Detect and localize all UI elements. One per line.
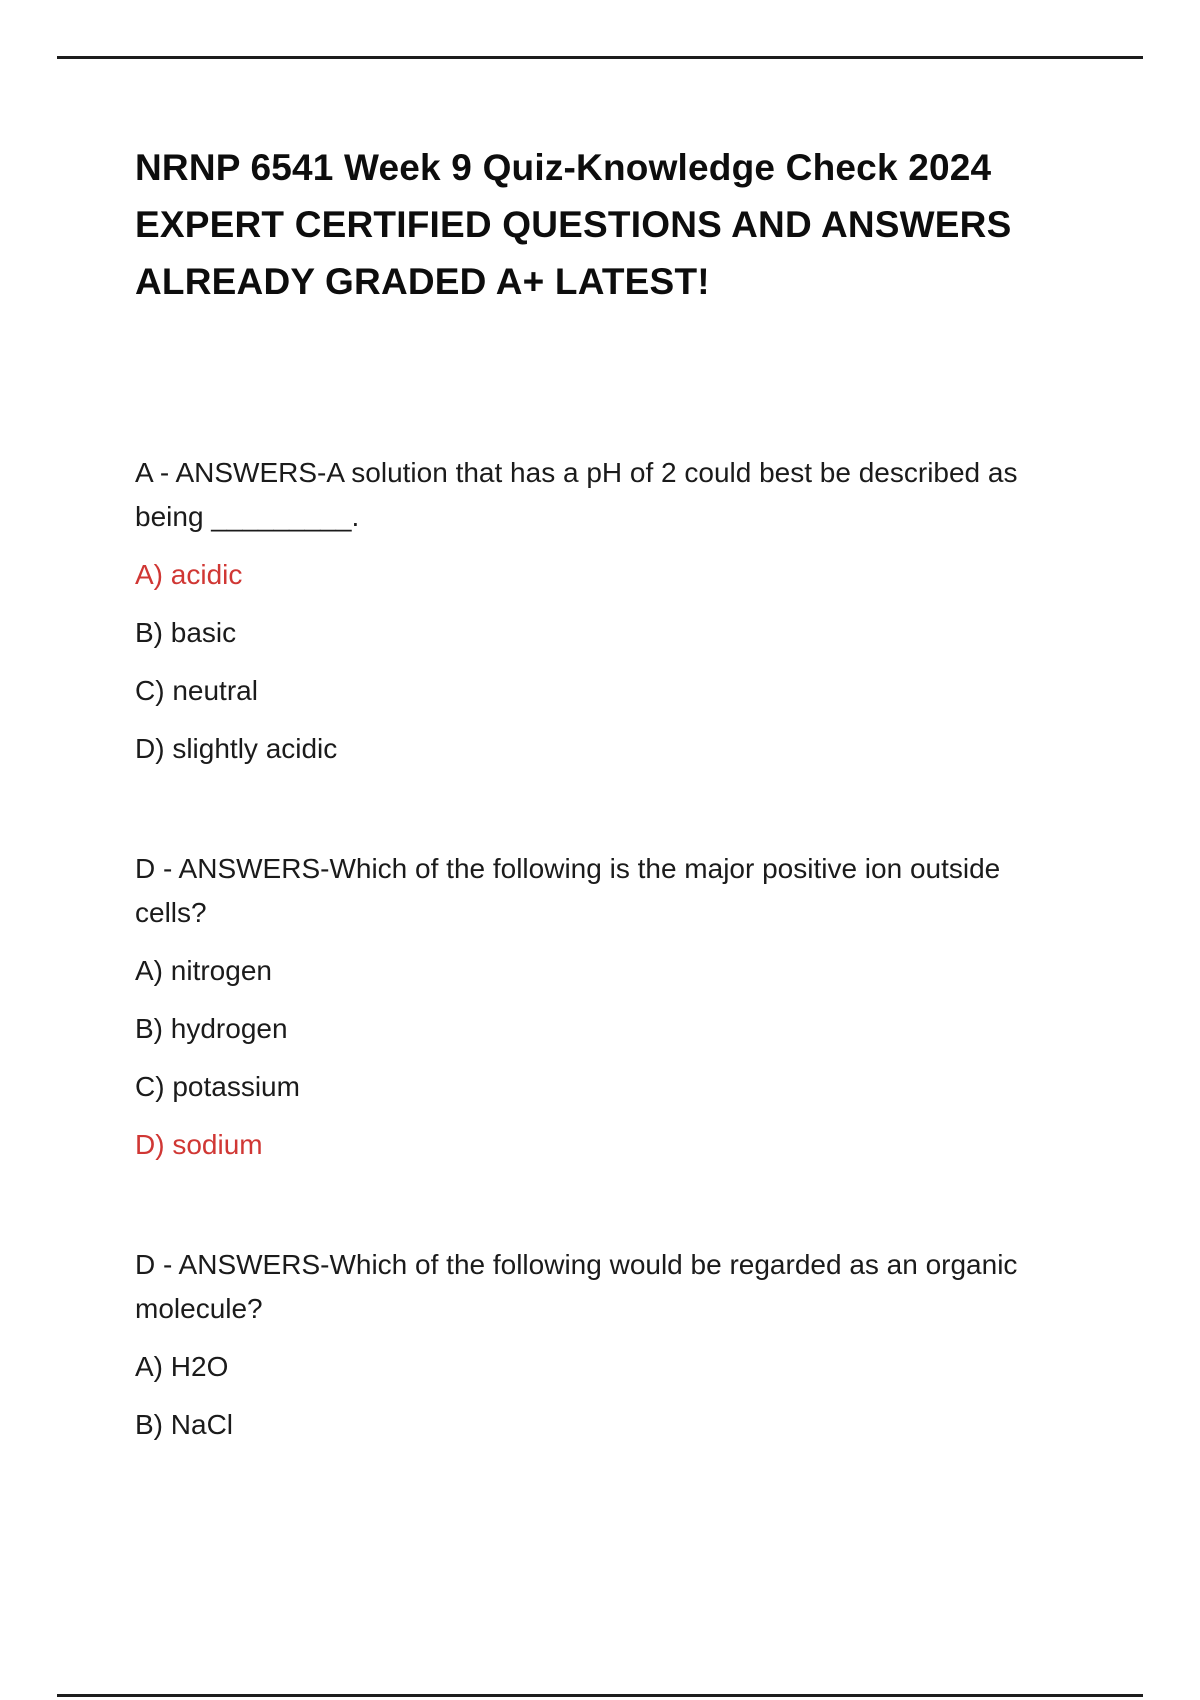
page-title-line-1: NRNP 6541 Week 9 Quiz-Knowledge Check 2024: [135, 147, 992, 188]
question-block: [135, 451, 1067, 771]
answer-option: A) H2O: [135, 1351, 229, 1382]
questions-container: [135, 451, 1067, 1447]
answer-option: D) slightly acidic: [135, 733, 338, 764]
answer-option: B) basic: [135, 617, 237, 648]
question-prompt: D - ANSWERS-Which of the following is the major positive ion outside cells?: [135, 853, 1001, 928]
bottom-rule: [57, 1694, 1143, 1697]
answer-option: C) potassium: [135, 1071, 300, 1102]
answer-option-correct: D) sodium: [135, 1129, 263, 1160]
answer-option: A) nitrogen: [135, 955, 272, 986]
answer-option: B) NaCl: [135, 1409, 234, 1440]
page-title: [135, 139, 1067, 310]
answer-option: B) hydrogen: [135, 1013, 288, 1044]
page-title-line-2: EXPERT CERTIFIED QUESTIONS AND ANSWERS: [135, 204, 1012, 245]
answer-option-correct: A) acidic: [135, 559, 243, 590]
question-block: [135, 1243, 1067, 1447]
question-prompt: A - ANSWERS-A solution that has a pH of 2 could best be described as being _________.: [135, 457, 1018, 532]
question-block: [135, 847, 1067, 1167]
answer-option: C) neutral: [135, 675, 258, 706]
page-title-line-3: ALREADY GRADED A+ LATEST!: [135, 261, 710, 302]
document-content: [135, 0, 1067, 1447]
question-prompt: D - ANSWERS-Which of the following would be regarded as an organic molecule?: [135, 1249, 1018, 1324]
